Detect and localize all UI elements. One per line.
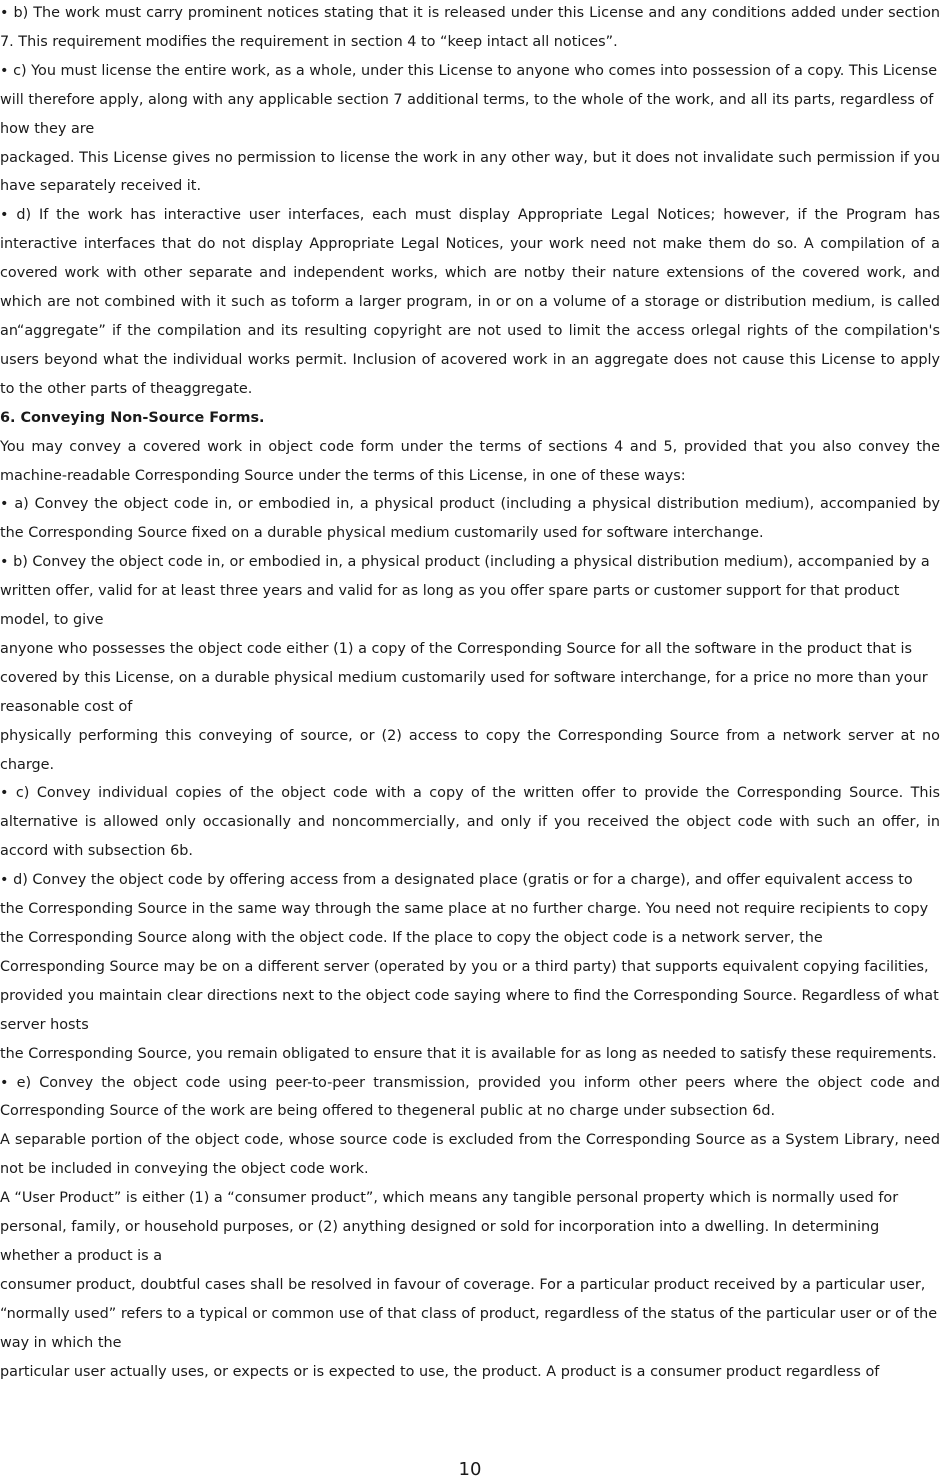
- paragraph-section6-c: • c) Convey individual copies of the object code with a copy of the written offer to provide the Corresponding Source. This alternative is allowed only occasionally and noncommercially, and only if you received the object code with such an offer, in accord with subsection 6b.: [0, 785, 940, 860]
- paragraph-section6-d-continued-2: the Corresponding Source, you remain obligated to ensure that it is available for as long as needed to satisfy these requirements.: [0, 1045, 937, 1062]
- paragraph-section6-a: • a) Convey the object code in, or embodied in, a physical product (including a physical distribution medium), accompanied by the Corresponding Source fixed on a durable physical medium customarily used for software interchange.: [0, 496, 940, 542]
- paragraph-section6-intro: You may convey a covered work in object code form under the terms of sections 4 and 5, provided that you also convey the machine-readable Corresponding Source under the terms of this License, in one of these ways:: [0, 438, 940, 484]
- paragraph-system-library: A separable portion of the object code, whose source code is excluded from the Corresponding Source as a System Library, need not be included in conveying the object code work.: [0, 1132, 940, 1178]
- paragraph-section6-d-continued-1: Corresponding Source may be on a different server (operated by you or a third party) that supports equivalent copying facilities, provided you maintain clear directions next to the object code saying where to find the Corresponding Source. Regardless of what server hosts: [0, 958, 939, 1033]
- paragraph-section5-d: • d) If the work has interactive user interfaces, each must display Appropriate Legal Notices; however, if the Program has interactive interfaces that do not display Appropriate Legal Notices, your work need not make them do so. A compilation of a covered work with other separate and independent works, which are notby their nature extensions of the covered work, and which are not combined with it such as toform a larger program, in or on a volume of a storage or distribution medium, is called an“aggregate” if the compilation and its resulting copyright are not used to limit the access orlegal rights of the compilation's users beyond what the individual works permit. Inclusion of acovered work in an aggregate does not cause this License to apply to the other parts of theaggregate.: [0, 207, 940, 397]
- paragraph-section6-b: • b) Convey the object code in, or embodied in, a physical product (including a physical distribution medium), accompanied by a written offer, valid for at least three years and valid for as long as you offer spare parts or customer support for that product model, to give: [0, 554, 930, 629]
- paragraph-user-product: A “User Product” is either (1) a “consumer product”, which means any tangible personal property which is normally used for personal, family, or household purposes, or (2) anything designed or sold for incorporation into a dwelling. In determining whether a product is a: [0, 1190, 899, 1264]
- paragraph-section6-b-continued-1: anyone who possesses the object code either (1) a copy of the Corresponding Source for all the software in the product that is covered by this License, on a durable physical medium customarily used for software interchange, for a price no more than your reasonable cost of: [0, 640, 928, 715]
- page-number: 10: [458, 1459, 482, 1480]
- paragraph-user-product-continued-2: particular user actually uses, or expects or is expected to use, the product. A product is a consumer product regardless of: [0, 1363, 880, 1380]
- paragraph-section6-b-continued-2: physically performing this conveying of source, or (2) access to copy the Corresponding Source from a network server at no charge.: [0, 727, 940, 773]
- paragraph-section5-c: • c) You must license the entire work, as a whole, under this License to anyone who comes into possession of a copy. This License will therefore apply, along with any applicable section 7 additional terms, to the whole of the work, and all its parts, regardless of how they are: [0, 62, 938, 137]
- paragraph-section5-b: • b) The work must carry prominent notices stating that it is released under this License and any conditions added under section 7. This requirement modifies the requirement in section 4 to “keep intact all notices”.: [0, 5, 940, 50]
- paragraph-section6-e: • e) Convey the object code using peer-to-peer transmission, provided you inform other peers where the object code and Corresponding Source of the work are being offered to thegeneral public at no charge under subsection 6d.: [0, 1074, 940, 1120]
- section-heading-6: 6. Conveying Non-Source Forms.: [0, 409, 265, 426]
- paragraph-section5-c-continued: packaged. This License gives no permission to license the work in any other way, but it does not invalidate such permission if you have separately received it.: [0, 149, 940, 195]
- paragraph-user-product-continued-1: consumer product, doubtful cases shall be resolved in favour of coverage. For a particular product received by a particular user, “normally used” refers to a typical or common use of that class of product, regardless of the status of the particular user or of the way in which the: [0, 1276, 938, 1351]
- paragraph-section6-d: • d) Convey the object code by offering access from a designated place (gratis or for a charge), and offer equivalent access to the Corresponding Source in the same way through the same place at no further charge. You need not require recipients to copy the Corresponding Source along with the object code. If the place to copy the object code is a network server, the: [0, 872, 929, 946]
